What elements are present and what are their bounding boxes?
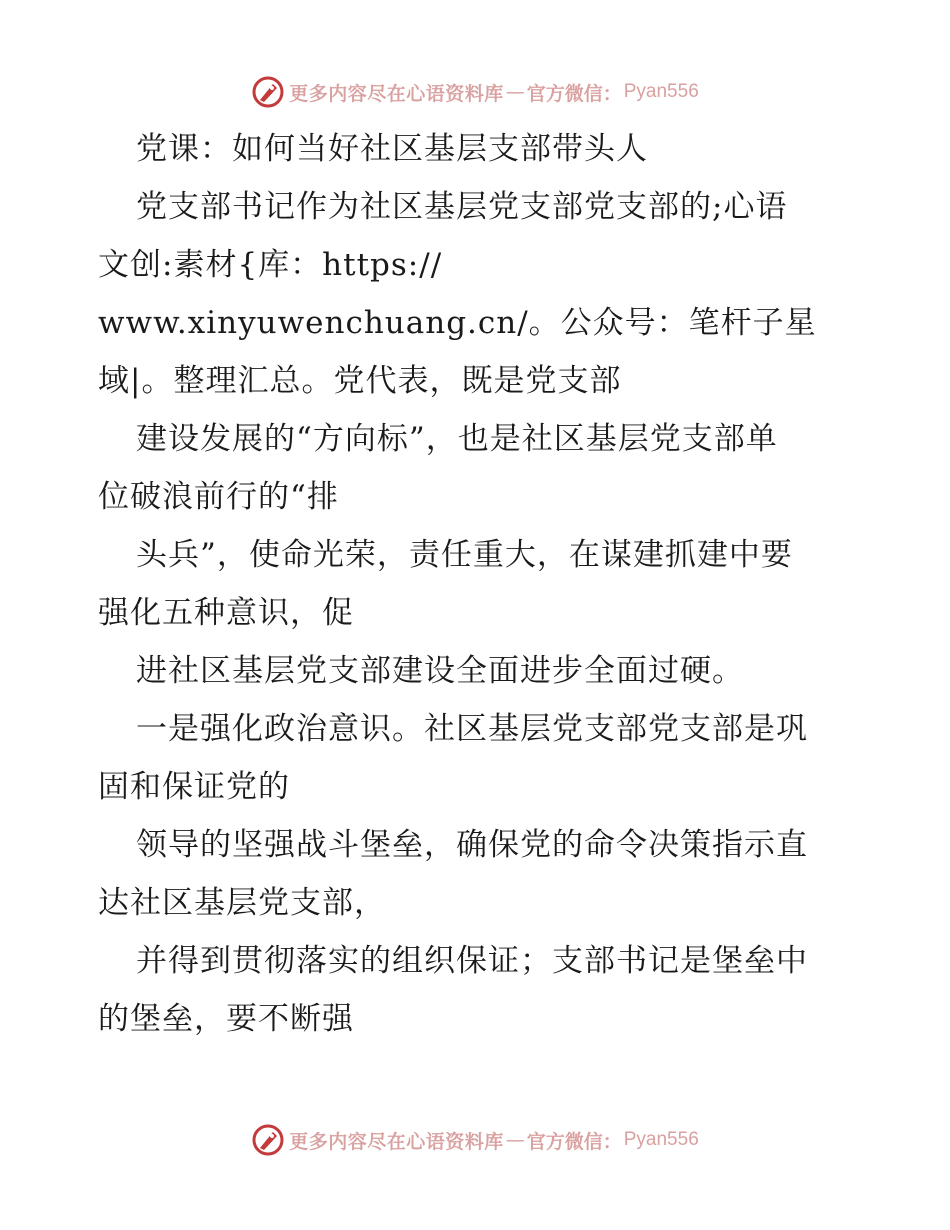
- paragraph-line: 进社区基层党支部建设全面进步全面过硬。: [136, 653, 744, 689]
- header-dash: —: [505, 81, 525, 103]
- pen-nib-logo-icon: [251, 75, 285, 109]
- footer-watermark: [0, 1120, 950, 1160]
- footer-slogan: 更多内容尽在心语资料库: [289, 1130, 504, 1153]
- paragraph-line: 党支部书记作为社区基层党支部党支部的;心语: [136, 189, 788, 225]
- header-slogan: 更多内容尽在心语资料库: [289, 82, 504, 105]
- paragraph-line: 固和保证党的: [98, 769, 290, 805]
- document-body: [98, 120, 858, 1048]
- paragraph-line: 领导的坚强战斗堡垒，确保党的命令决策指示直: [136, 827, 808, 863]
- header-official-label: 官方微信：: [526, 82, 622, 105]
- header-watermark: [0, 72, 950, 112]
- document-title: 党课：如何当好社区基层支部带头人: [136, 131, 648, 167]
- footer-official-label: 官方微信：: [526, 1130, 622, 1153]
- footer-account: Pyan556: [623, 1129, 699, 1150]
- footer-dash: —: [505, 1129, 525, 1151]
- paragraph-line: 达社区基层党支部，: [98, 885, 386, 921]
- paragraph-line: 域|。整理汇总。党代表，既是党支部: [98, 363, 622, 399]
- header-account: Pyan556: [623, 81, 699, 102]
- paragraph-line: 的堡垒，要不断强: [98, 1001, 354, 1037]
- paragraph-line: 强化五种意识，促: [98, 595, 354, 631]
- paragraph-line: 头兵”，使命光荣，责任重大，在谋建抓建中要: [136, 537, 793, 573]
- pen-nib-logo-icon: [251, 1123, 285, 1157]
- paragraph-line: 并得到贯彻落实的组织保证；支部书记是堡垒中: [136, 943, 808, 979]
- paragraph-line: 建设发展的“方向标”，也是社区基层党支部单: [136, 421, 778, 457]
- paragraph-line: 文创:素材{库：https://: [98, 247, 443, 283]
- paragraph-line: www.xinyuwenchuang.cn/。公众号：笔杆子星: [98, 305, 817, 341]
- paragraph-line: 一是强化政治意识。社区基层党支部党支部是巩: [136, 711, 808, 747]
- paragraph-line: 位破浪前行的“排: [98, 479, 339, 515]
